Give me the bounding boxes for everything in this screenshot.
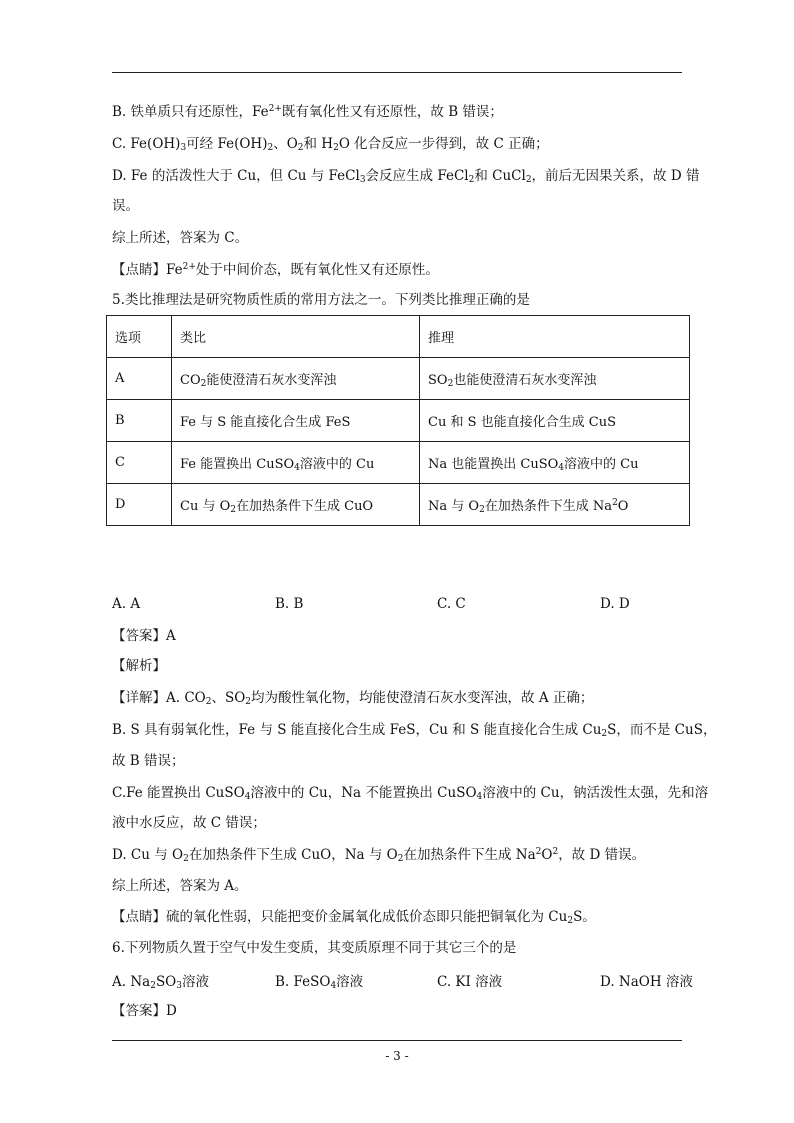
q5-tip: 【点睛】硫的氧化性弱，只能把变价金属氧化成低价态即只能把铜氧化为 $Cu_2S$。: [112, 909, 596, 926]
row-option: A: [107, 358, 172, 400]
q5-detail-d: D. Cu 与 $O_2$在加热条件下生成 CuO，Na 与 $O_2$在加热条件下生成 $Na^2O^2$，故 D 错误。: [112, 847, 646, 864]
table-row: [107, 358, 690, 400]
prev-answer-d-line1: D. Fe 的活泼性大于 Cu，但 Cu 与 FeCl$_3$会反应生成 FeCl$_2$和 CuCl$_2$，前后无因果关系，故 D 错: [112, 168, 700, 185]
q6-option-c: C. KI 溶液: [437, 974, 503, 990]
q6-option-d: D. NaOH 溶液: [600, 974, 693, 990]
header-option: 选项: [107, 316, 172, 358]
prev-summary: 综上所述，答案为 C。: [112, 230, 249, 246]
q5-option-d: D. D: [600, 596, 630, 612]
row-option: D: [107, 484, 172, 526]
row-inference: Cu 和 S 也能直接化合生成 CuS: [420, 400, 690, 442]
row-analogy: Cu 与 $O_2$在加热条件下生成 CuO: [172, 484, 420, 526]
question-5-stem: 5.类比推理法是研究物质性质的常用方法之一。下列类比推理正确的是: [112, 292, 530, 308]
footer-rule: [112, 1040, 682, 1041]
analogy-table: [106, 315, 690, 526]
page-number: - 3 -: [385, 1049, 409, 1063]
q5-detail-a: 【详解】A. $CO_2$、$SO_2$均为酸性氧化物，均能使澄清石灰水变浑浊，故 A 正确；: [112, 690, 594, 707]
q5-analysis-label: 【解析】: [112, 658, 166, 674]
q5-summary: 综上所述，答案为 A。: [112, 878, 248, 894]
q5-option-a: A. A: [112, 596, 141, 612]
prev-tip: 【点睛】$Fe^{2+}$处于中间价态，既有氧化性又有还原性。: [112, 262, 439, 278]
row-inference: $SO_2$也能使澄清石灰水变浑浊: [420, 358, 690, 400]
q6-answer: 【答案】D: [112, 1003, 177, 1019]
prev-answer-d-line2: 误。: [112, 198, 139, 214]
row-option: C: [107, 442, 172, 484]
table-row: [107, 400, 690, 442]
row-inference: Na 也能置换出 CuSO$_4$溶液中的 Cu: [420, 442, 690, 484]
header-rule: [112, 72, 682, 73]
question-6-stem: 6.下列物质久置于空气中发生变质，其变质原理不同于其它三个的是: [112, 940, 517, 956]
table-row: [107, 484, 690, 526]
prev-answer-c: C. $Fe(OH)_3$可经 $Fe(OH)_2$、$O_2$和 $H_2O$ 化合反应一步得到，故 C 正确；: [112, 136, 549, 153]
row-option: B: [107, 400, 172, 442]
header-inference: 推理: [420, 316, 690, 358]
q5-option-b: B. B: [275, 596, 304, 612]
table-row: [107, 442, 690, 484]
q5-option-c: C. C: [437, 596, 466, 612]
row-analogy: $CO_2$能使澄清石灰水变浑浊: [172, 358, 420, 400]
q5-detail-c-line2: 液中水反应，故 C 错误；: [112, 815, 266, 831]
q6-option-b: B. FeSO$_4$溶液: [275, 974, 364, 991]
row-analogy: Fe 能置换出 CuSO$_4$溶液中的 Cu: [172, 442, 420, 484]
q5-detail-c-line1: C.Fe 能置换出 CuSO$_4$溶液中的 Cu，Na 不能置换出 CuSO$_4$溶液中的 Cu，钠活泼性太强，先和溶: [112, 785, 709, 802]
q5-detail-b-line2: 故 B 错误；: [112, 753, 185, 769]
q5-answer: 【答案】A: [112, 628, 176, 644]
q6-option-a: A. $Na_2SO_3$溶液: [112, 974, 209, 991]
prev-answer-b: B. 铁单质只有还原性，$Fe^{2+}$既有氧化性又有还原性，故 B 错误；: [112, 104, 503, 120]
q5-detail-b-line1: B. S 具有弱氧化性，Fe 与 S 能直接化合生成 FeS，Cu 和 S 能直接化合生成 $Cu_2S$，而不是 CuS，: [112, 722, 717, 739]
row-analogy: Fe 与 S 能直接化合生成 FeS: [172, 400, 420, 442]
table-header-row: [107, 316, 690, 358]
row-inference: Na 与 $O_2$在加热条件下生成 Na$^2$O: [420, 484, 690, 526]
header-analogy: 类比: [172, 316, 420, 358]
